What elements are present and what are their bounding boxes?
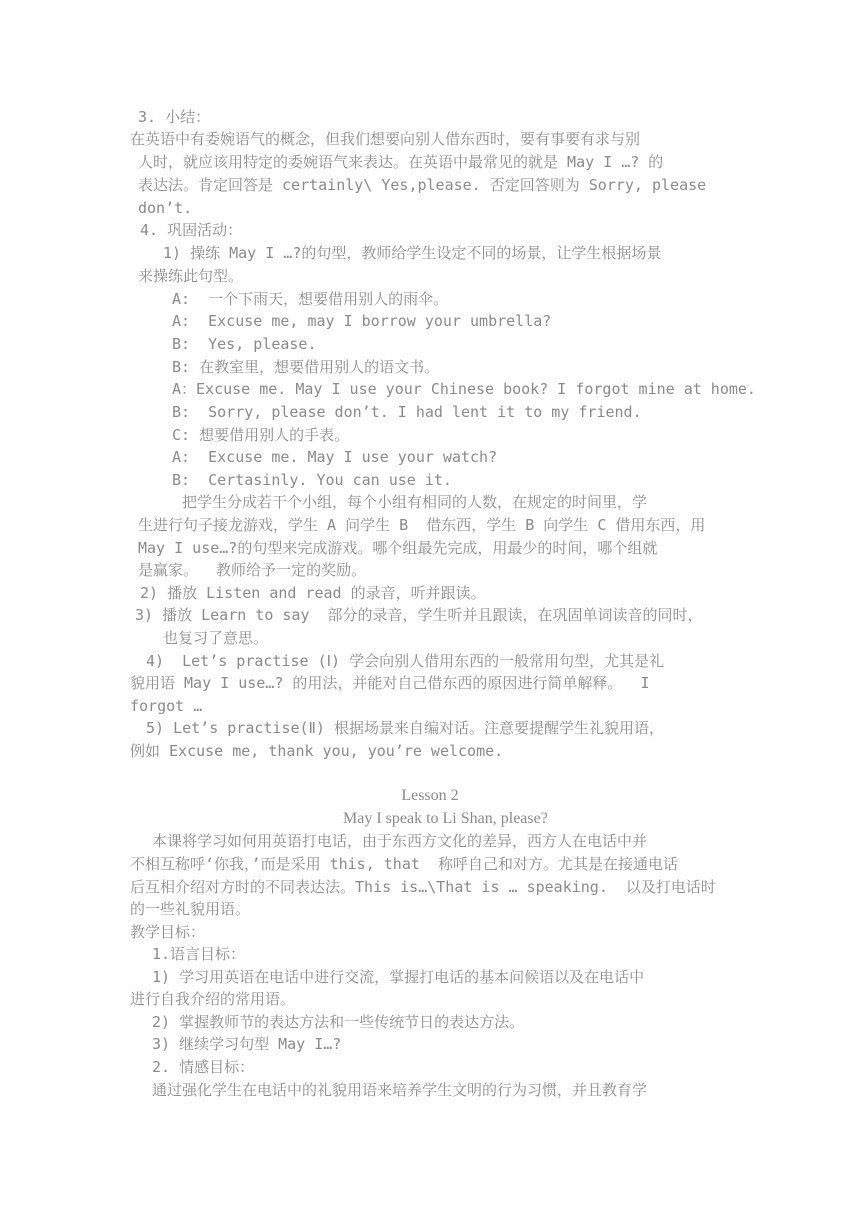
goal-2-title: 2. 情感目标： — [152, 1058, 255, 1076]
goal-1-item-1-line-2: 进行自我介绍的常用语。 — [130, 990, 296, 1008]
section-4-title: 4. 巩固活动： — [140, 221, 243, 239]
game-line-4: 是赢家。 教师给予一定的奖励。 — [138, 561, 367, 579]
goal-1-item-3: 3) 继续学习句型 May I…? — [152, 1035, 342, 1053]
intro-line-3: 后互相介绍对方时的不同表达法。This is…\That is … speaking. 以及打电话时 — [130, 878, 716, 896]
dialogue-line-1: A: 一个下雨天，想要借用别人的雨伞。 — [172, 290, 449, 308]
goal-1-item-2: 2) 掌握教师节的表达方法和一些传统节日的表达方法。 — [152, 1013, 525, 1031]
goal-2-text: 通过强化学生在电话中的礼貌用语来培养学生文明的行为习惯，并且教育学 — [152, 1081, 648, 1099]
goals-title: 教学目标： — [130, 923, 206, 941]
dialogue-line-2: A: Excuse me, may I borrow your umbrella? — [172, 312, 552, 330]
activity-4-line-3: forgot … — [130, 697, 203, 715]
dialogue-line-7: C: 想要借用别人的手表。 — [172, 426, 350, 444]
intro-line-4: 的一些礼貌用语。 — [130, 900, 251, 918]
lesson-subtitle: May I speak to Li Shan, please? — [343, 810, 548, 827]
game-line-2: 生进行句子接龙游戏，学生 A 问学生 B 借东西，学生 B 向学生 C 借用东西，用 — [138, 516, 706, 534]
activity-4-line-2: 貌用语 May I use…? 的用法，并能对自己借东西的原因进行简单解释。 I — [130, 674, 650, 692]
game-line-1: 把学生分成若干个小组，每个小组有相同的人数，在规定的时间里，学 — [182, 493, 648, 511]
intro-line-1: 本课将学习如何用英语打电话，由于东西方文化的差异，西方人在电话中并 — [152, 832, 648, 850]
activity-3-line-1: 3) 播放 Learn to say 部分的录音，学生听并且跟读，在巩固单词读音的同时， — [135, 606, 703, 624]
dialogue-line-4: B: 在教室里，想要借用别人的语文书。 — [172, 358, 440, 376]
goal-1-title: 1.语言目标： — [152, 945, 246, 963]
dialogue-line-9: B: Certasinly. You can use it. — [172, 471, 452, 489]
activity-4-line-1: 4) Let’s practise (Ⅰ) 学会向别人借用东西的一般常用句型，尤其是礼 — [146, 652, 665, 670]
section-3-title: 3. 小结： — [138, 108, 211, 126]
activity-5-line-2: 例如 Excuse me, thank you, you’re welcome. — [130, 742, 504, 760]
dialogue-line-8: A: Excuse me. May I use your watch? — [172, 448, 498, 466]
activity-5-line-1: 5) Let’s practise(Ⅱ) 根据场景来自编对话。注意要提醒学生礼貌用语， — [146, 719, 665, 737]
dialogue-line-3: B: Yes, please. — [172, 335, 317, 353]
activity-1-line-2: 来操练此句型。 — [138, 267, 244, 285]
summary-line-3: 表达法。肯定回答是 certainly\ Yes,please. 否定回答则为 Sorry, please — [138, 176, 707, 194]
summary-line-2: 人时，就应该用特定的委婉语气来表达。在英语中最常见的就是 May I …? 的 — [138, 153, 664, 171]
game-line-3: May I use…?的句型来完成游戏。哪个组最先完成，用最少的时间，哪个组就 — [138, 539, 658, 557]
activity-1-line-1: 1) 操练 May I …?的句型，教师给学生设定不同的场景，让学生根据场景 — [163, 244, 662, 262]
activity-3-line-2: 也复习了意思。 — [163, 629, 269, 647]
dialogue-line-5: A：Excuse me. May I use your Chinese book? I forgot mine at home. — [172, 380, 756, 398]
dialogue-line-6: B: Sorry, please don’t. I had lent it to my friend. — [172, 403, 642, 421]
summary-line-4: don’t. — [138, 199, 193, 217]
intro-line-2: 不相互称呼‘你我，’而是采用 this, that 称呼自己和对方。尤其是在接通电话 — [130, 855, 678, 873]
summary-line-1: 在英语中有委婉语气的概念，但我们想要向别人借东西时，要有事要有求与别 — [130, 130, 641, 148]
goal-1-item-1-line-1: 1) 学习用英语在电话中进行交流，掌握打电话的基本问候语以及在电话中 — [152, 968, 645, 986]
activity-2: 2) 播放 Listen and read 的录音，听并跟读。 — [140, 584, 486, 602]
lesson-title: Lesson 2 — [401, 787, 459, 804]
